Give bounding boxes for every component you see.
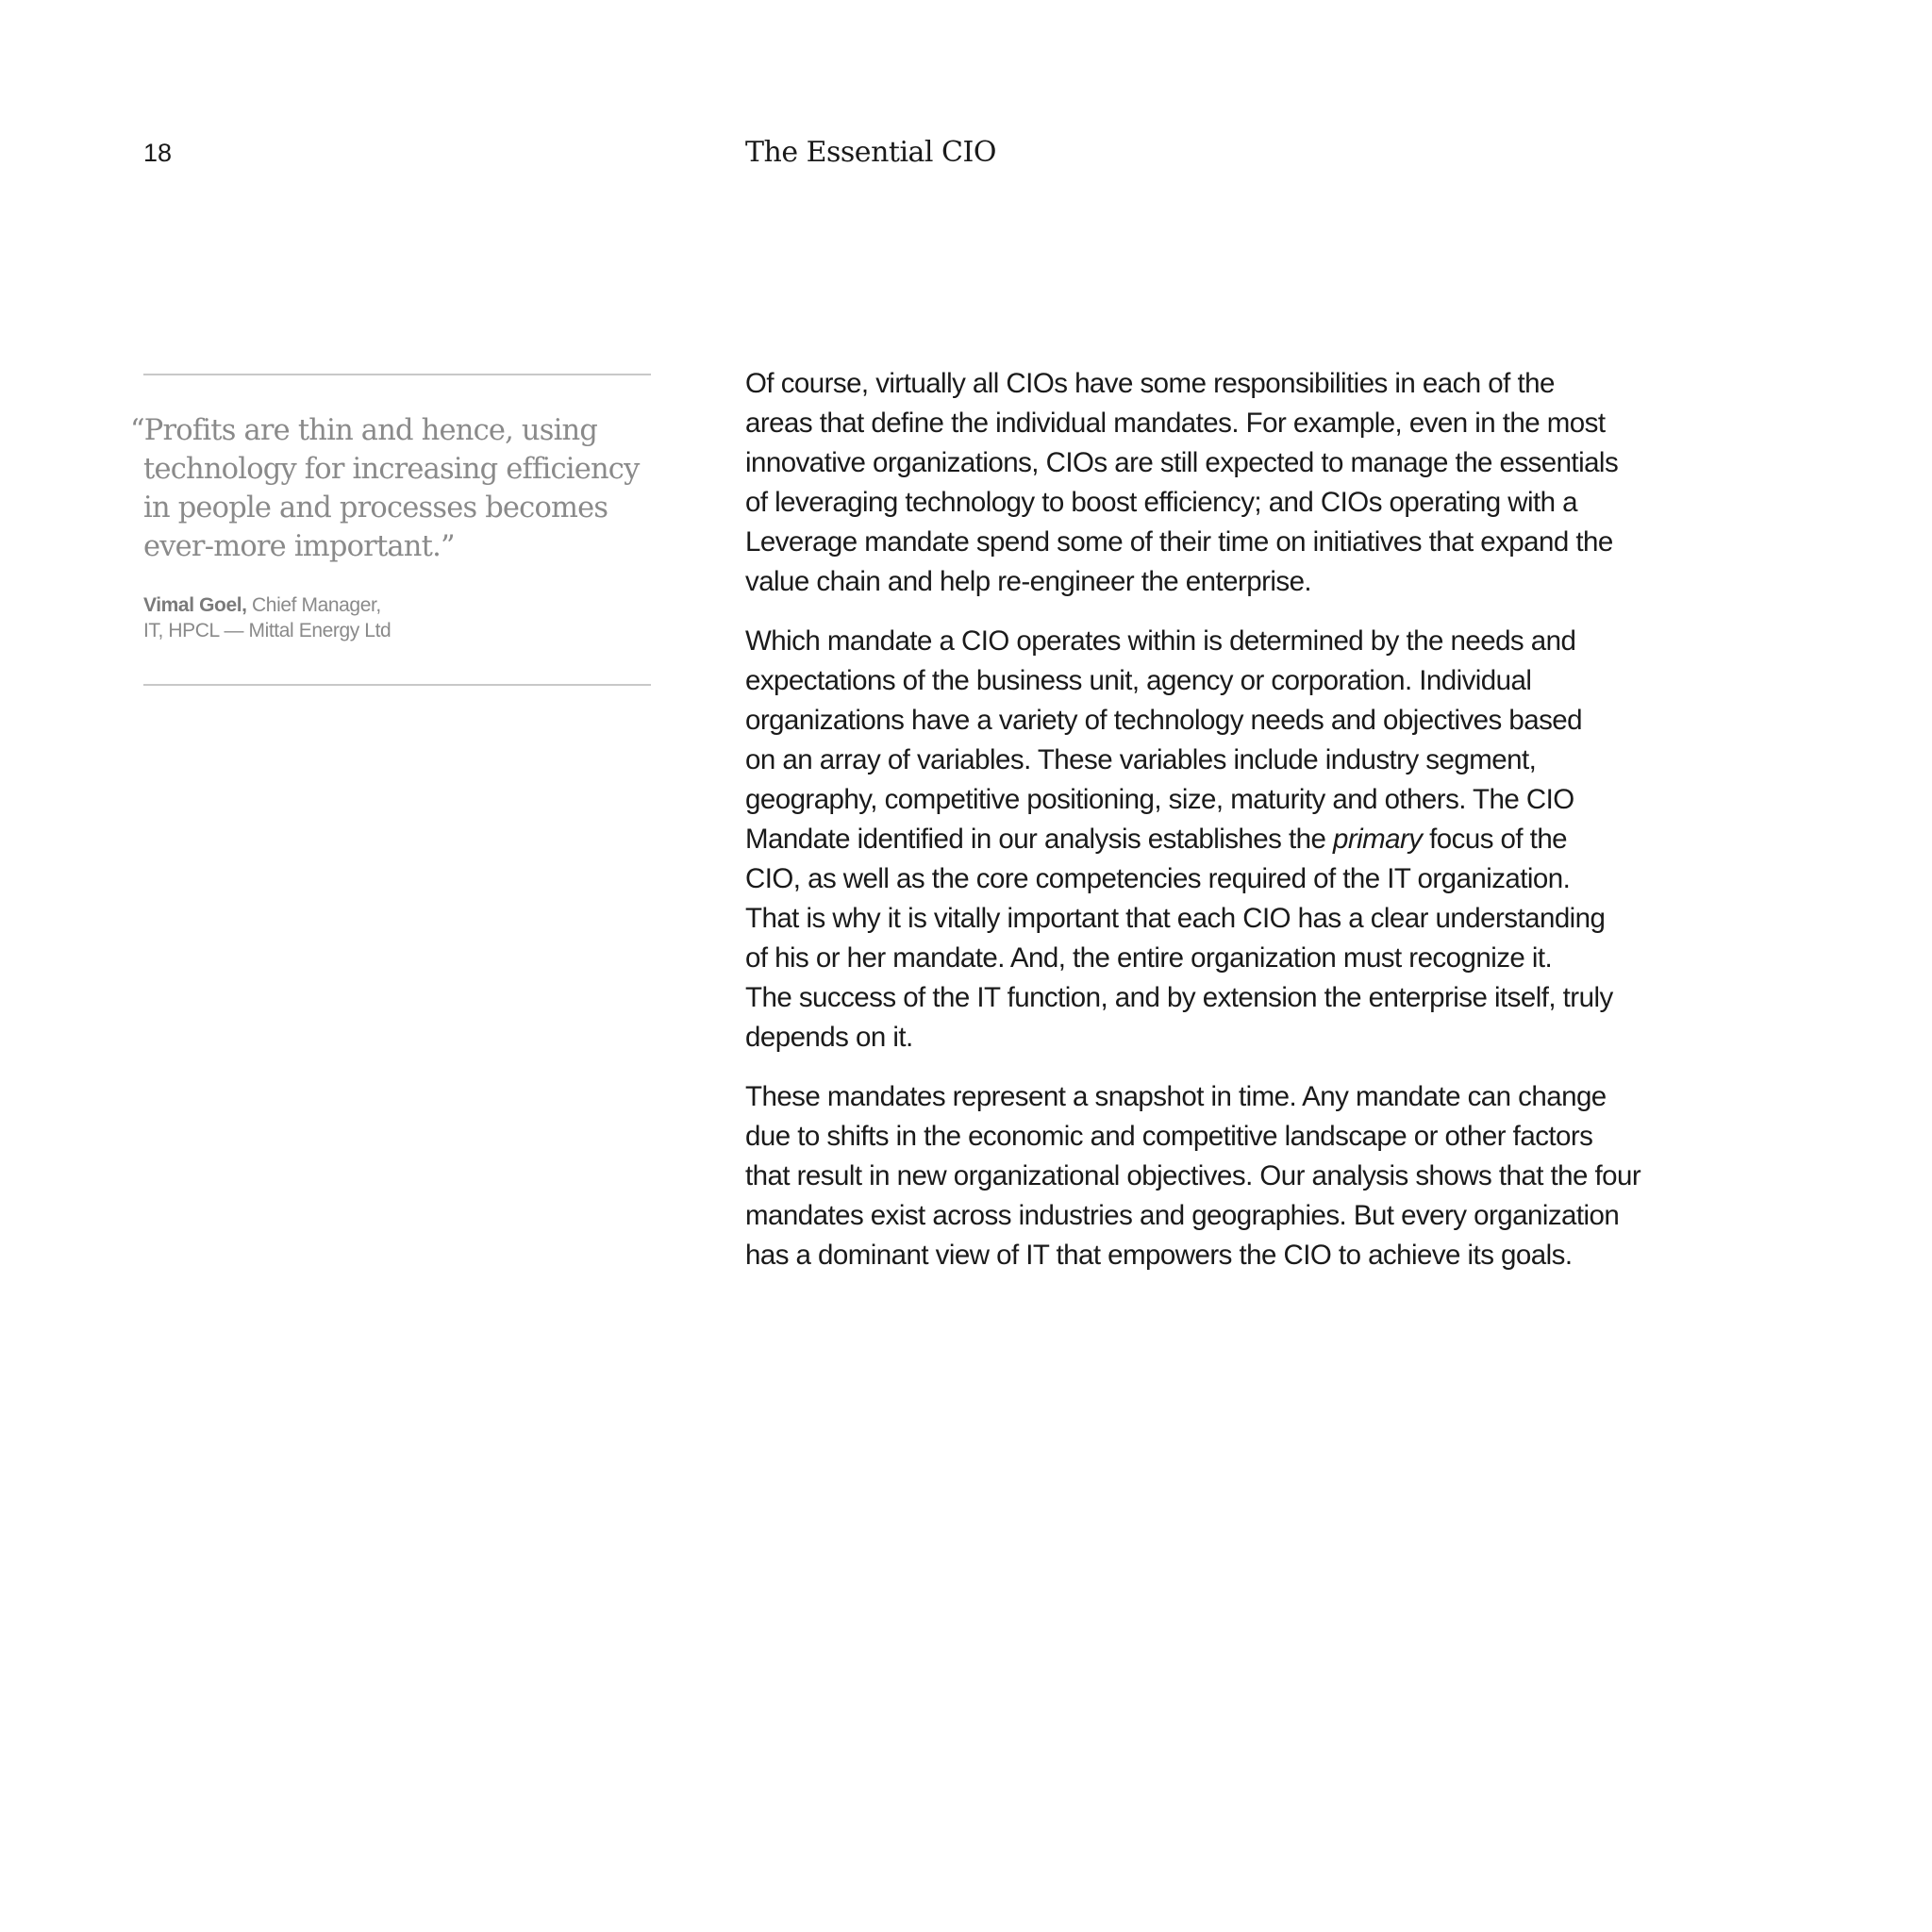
text-line: The success of the IT function, and by extension the enterprise itself, truly xyxy=(745,982,1613,1013)
paragraph-2 xyxy=(745,622,1679,1058)
text-line: of leveraging technology to boost efficiency; and CIOs operating with a xyxy=(745,487,1578,518)
text-line: on an array of variables. These variables include industry segment, xyxy=(745,744,1537,775)
text-line: value chain and help re-engineer the enterprise. xyxy=(745,566,1312,597)
quote-top-rule xyxy=(143,374,651,375)
text-segment: focus of the xyxy=(1422,824,1568,855)
text-line: That is why it is vitally important that each CIO has a clear understanding xyxy=(745,903,1606,934)
attribution-organization: IT, HPCL — Mittal Energy Ltd xyxy=(143,620,391,641)
text-line: Of course, virtually all CIOs have some responsibilities in each of the xyxy=(745,368,1555,399)
pull-quote xyxy=(130,374,651,686)
text-line: Which mandate a CIO operates within is determined by the needs and xyxy=(745,625,1576,657)
text-line: has a dominant view of IT that empowers the CIO to achieve its goals. xyxy=(745,1240,1573,1271)
quote-line: “Profits are thin and hence, using xyxy=(130,414,598,447)
text-line: organizations have a variety of technology needs and objectives based xyxy=(745,705,1582,736)
text-line: CIO, as well as the core competencies required of the IT organization. xyxy=(745,863,1571,894)
attribution-line xyxy=(143,592,651,618)
text-line: Leverage mandate spend some of their time on initiatives that expand the xyxy=(745,526,1613,558)
body-text xyxy=(745,364,1679,1295)
quote-line: ever-more important.” xyxy=(143,530,455,563)
text-line: expectations of the business unit, agency or corporation. Individual xyxy=(745,665,1532,696)
text-line: of his or her mandate. And, the entire organization must recognize it. xyxy=(745,942,1553,974)
text-line: These mandates represent a snapshot in time. Any mandate can change xyxy=(745,1081,1607,1112)
paragraph-3 xyxy=(745,1077,1679,1275)
text-line xyxy=(745,820,1679,859)
attribution-name: Vimal Goel, xyxy=(143,594,247,616)
text-line: due to shifts in the economic and competitive landscape or other factors xyxy=(745,1121,1593,1152)
page-number: 18 xyxy=(143,139,173,167)
text-line: geography, competitive positioning, size, maturity and others. The CIO xyxy=(745,784,1574,815)
text-line: innovative organizations, CIOs are still expected to manage the essentials xyxy=(745,447,1619,478)
text-segment: Mandate identified in our analysis establishes the xyxy=(745,824,1333,855)
paragraph-1 xyxy=(745,364,1679,602)
text-line: that result in new organizational objectives. Our analysis shows that the four xyxy=(745,1160,1641,1191)
quote-attribution xyxy=(143,592,651,643)
emphasis-primary: primary xyxy=(1332,824,1423,855)
attribution-role: Chief Manager, xyxy=(246,594,381,616)
quote-text xyxy=(130,411,651,566)
running-title: The Essential CIO xyxy=(745,136,996,169)
quote-line: in people and processes becomes xyxy=(143,491,608,525)
text-line: depends on it. xyxy=(745,1022,913,1053)
text-line: areas that define the individual mandates. For example, even in the most xyxy=(745,408,1606,439)
quote-line: technology for increasing efficiency xyxy=(143,453,640,486)
text-line: mandates exist across industries and geographies. But every organization xyxy=(745,1200,1620,1231)
quote-bottom-rule xyxy=(143,684,651,686)
